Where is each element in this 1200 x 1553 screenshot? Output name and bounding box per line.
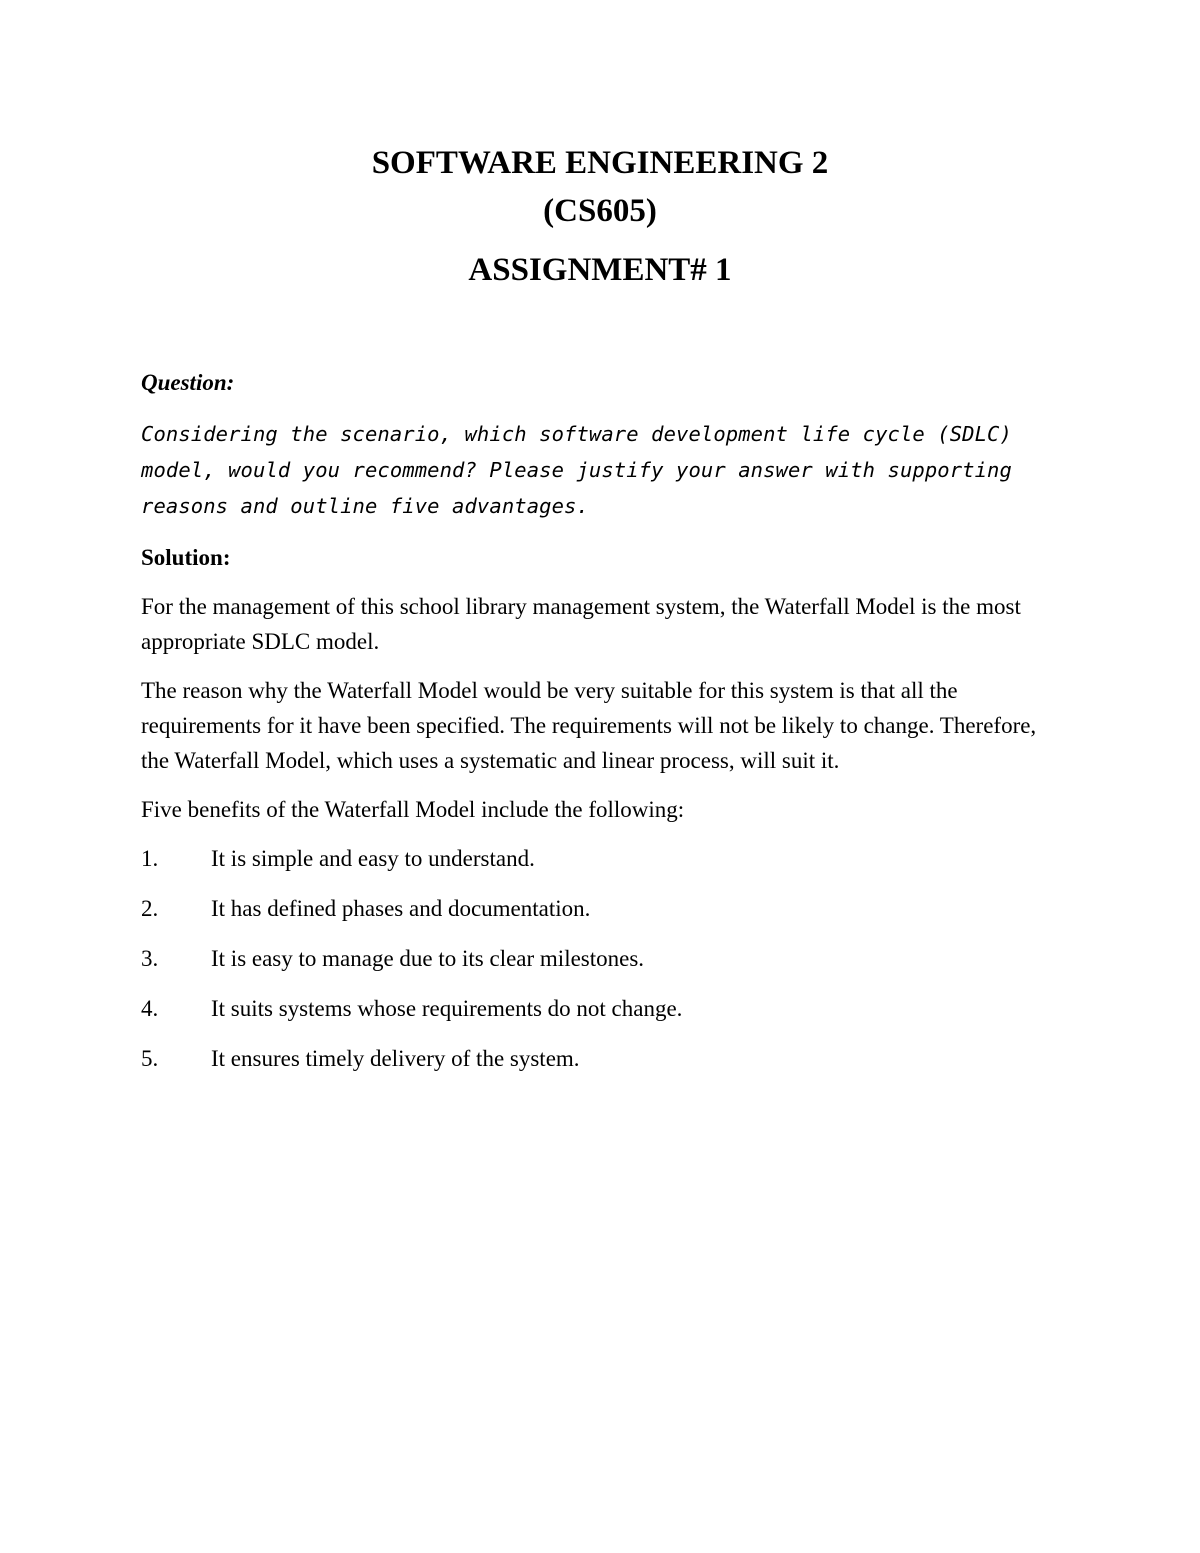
list-text: It ensures timely delivery of the system. — [211, 1046, 580, 1071]
list-number: 1. — [141, 846, 159, 871]
list-item — [141, 841, 1061, 876]
list-item — [141, 891, 1061, 926]
solution-paragraph: For the management of this school library management system, the Waterfall Model is the most appropriate SDLC model. — [141, 594, 1021, 654]
course-code: (CS605) — [543, 193, 657, 229]
list-number: 3. — [141, 946, 159, 971]
list-text: It is simple and easy to understand. — [211, 846, 535, 871]
document-body — [141, 365, 1061, 1091]
benefits-intro: Five benefits of the Waterfall Model include the following: — [141, 797, 685, 822]
list-number: 5. — [141, 1046, 159, 1071]
list-item — [141, 941, 1061, 976]
assignment-heading: ASSIGNMENT# 1 — [468, 252, 732, 288]
solution-paragraph: The reason why the Waterfall Model would be very suitable for this system is that all the requirements for it have been specified. The requirements will not be likely to change. Therefore, the Waterfall Model, which uses a systematic and linear process, will suit it. — [141, 678, 1037, 773]
list-text: It suits systems whose requirements do not change. — [211, 996, 683, 1021]
question-text: Considering the scenario, which software development life cycle (SDLC) model, would you recommend? Please justify your answer with supporting reasons and outline five advantages. — [141, 422, 1012, 518]
list-item — [141, 1041, 1061, 1076]
list-text: It has defined phases and documentation. — [211, 896, 591, 921]
document-title: SOFTWARE ENGINEERING 2 — [371, 145, 829, 181]
list-item — [141, 991, 1061, 1026]
list-number: 4. — [141, 996, 159, 1021]
solution-label: Solution: — [141, 545, 231, 570]
list-text: It is easy to manage due to its clear milestones. — [211, 946, 645, 971]
benefits-list — [141, 841, 1061, 1076]
question-label: Question: — [141, 370, 235, 395]
list-number: 2. — [141, 896, 159, 921]
